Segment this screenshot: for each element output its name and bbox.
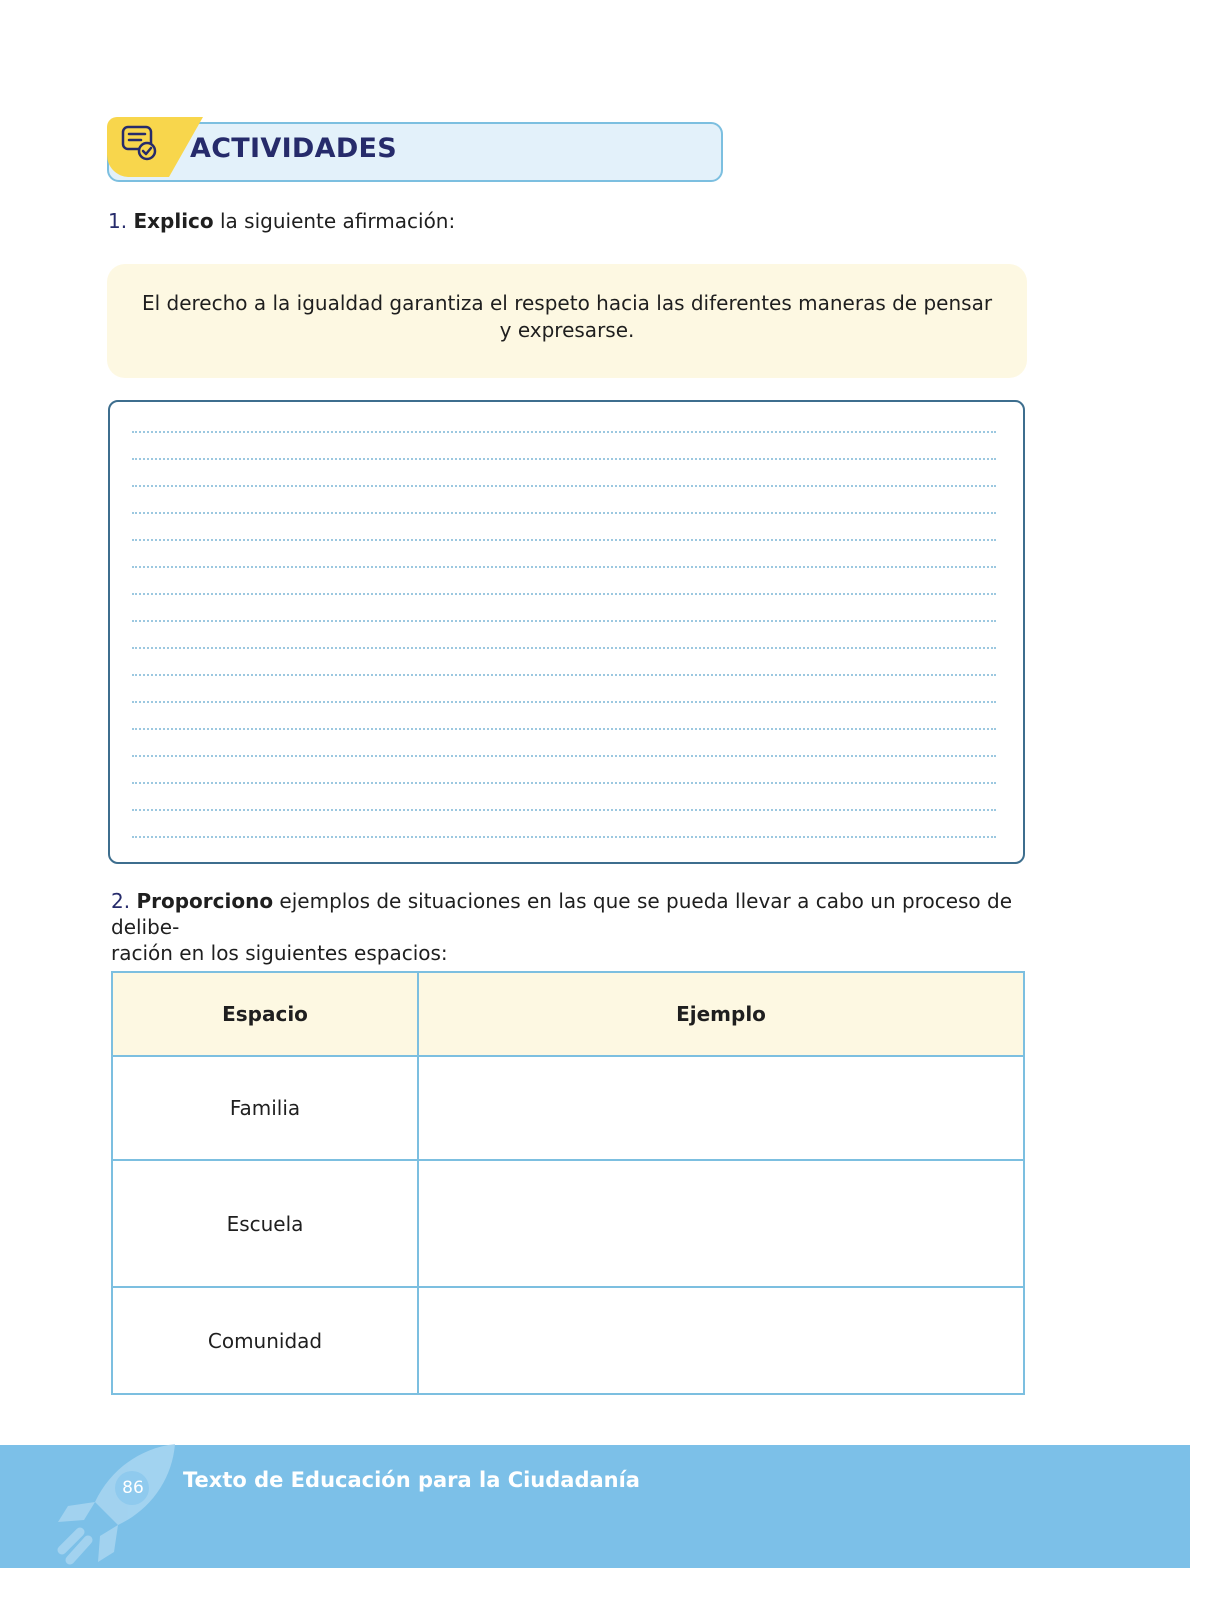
writing-line: [132, 701, 996, 703]
cell-espacio: Escuela: [112, 1160, 418, 1287]
cell-ejemplo[interactable]: [418, 1287, 1024, 1394]
writing-line: [132, 512, 996, 514]
question-1: [108, 208, 455, 234]
cell-ejemplo[interactable]: [418, 1056, 1024, 1160]
rocket-icon: [40, 1440, 190, 1568]
question-2-text: ejemplos de situaciones en las que se pueda llevar a cabo un proceso de delibe-: [111, 889, 1013, 939]
writing-line: [132, 485, 996, 487]
writing-line: [132, 458, 996, 460]
header-espacio: Espacio: [112, 972, 418, 1056]
examples-table: [111, 971, 1025, 1395]
writing-line: [132, 674, 996, 676]
header-ejemplo: Ejemplo: [418, 972, 1024, 1056]
writing-line: [132, 809, 996, 811]
question-1-number: 1.: [108, 209, 128, 233]
writing-line: [132, 620, 996, 622]
table-row: [112, 1056, 1024, 1160]
statement-text: [130, 290, 1004, 344]
statement-line-1: El derecho a la igualdad garantiza el respeto hacia las diferentes maneras de pensar: [141, 291, 993, 315]
writing-line: [132, 539, 996, 541]
page-number: 86: [122, 1478, 144, 1498]
cell-espacio: Familia: [112, 1056, 418, 1160]
question-1-text: la siguiente afirmación:: [213, 209, 456, 233]
question-2-number: 2.: [111, 889, 131, 913]
writing-line: [132, 836, 996, 838]
question-2-verb: Proporciono: [136, 889, 274, 913]
writing-line: [132, 593, 996, 595]
section-title: ACTIVIDADES: [190, 133, 398, 164]
table-header-row: [112, 972, 1024, 1056]
answer-writing-area[interactable]: [108, 400, 1025, 864]
table-row: [112, 1160, 1024, 1287]
cell-espacio: Comunidad: [112, 1287, 418, 1394]
statement-line-2: y expresarse.: [499, 318, 635, 342]
writing-line: [132, 782, 996, 784]
writing-line: [132, 566, 996, 568]
writing-line: [132, 755, 996, 757]
writing-line: [132, 431, 996, 433]
table-row: [112, 1287, 1024, 1394]
writing-line: [132, 647, 996, 649]
question-2: [111, 888, 1041, 966]
book-title: Texto de Educación para la Ciudadanía: [183, 1468, 640, 1492]
cell-ejemplo[interactable]: [418, 1160, 1024, 1287]
question-1-verb: Explico: [133, 209, 214, 233]
writing-line: [132, 728, 996, 730]
question-2-text-line-2: ración en los siguientes espacios:: [111, 941, 448, 965]
activity-checklist-icon: [120, 124, 160, 164]
